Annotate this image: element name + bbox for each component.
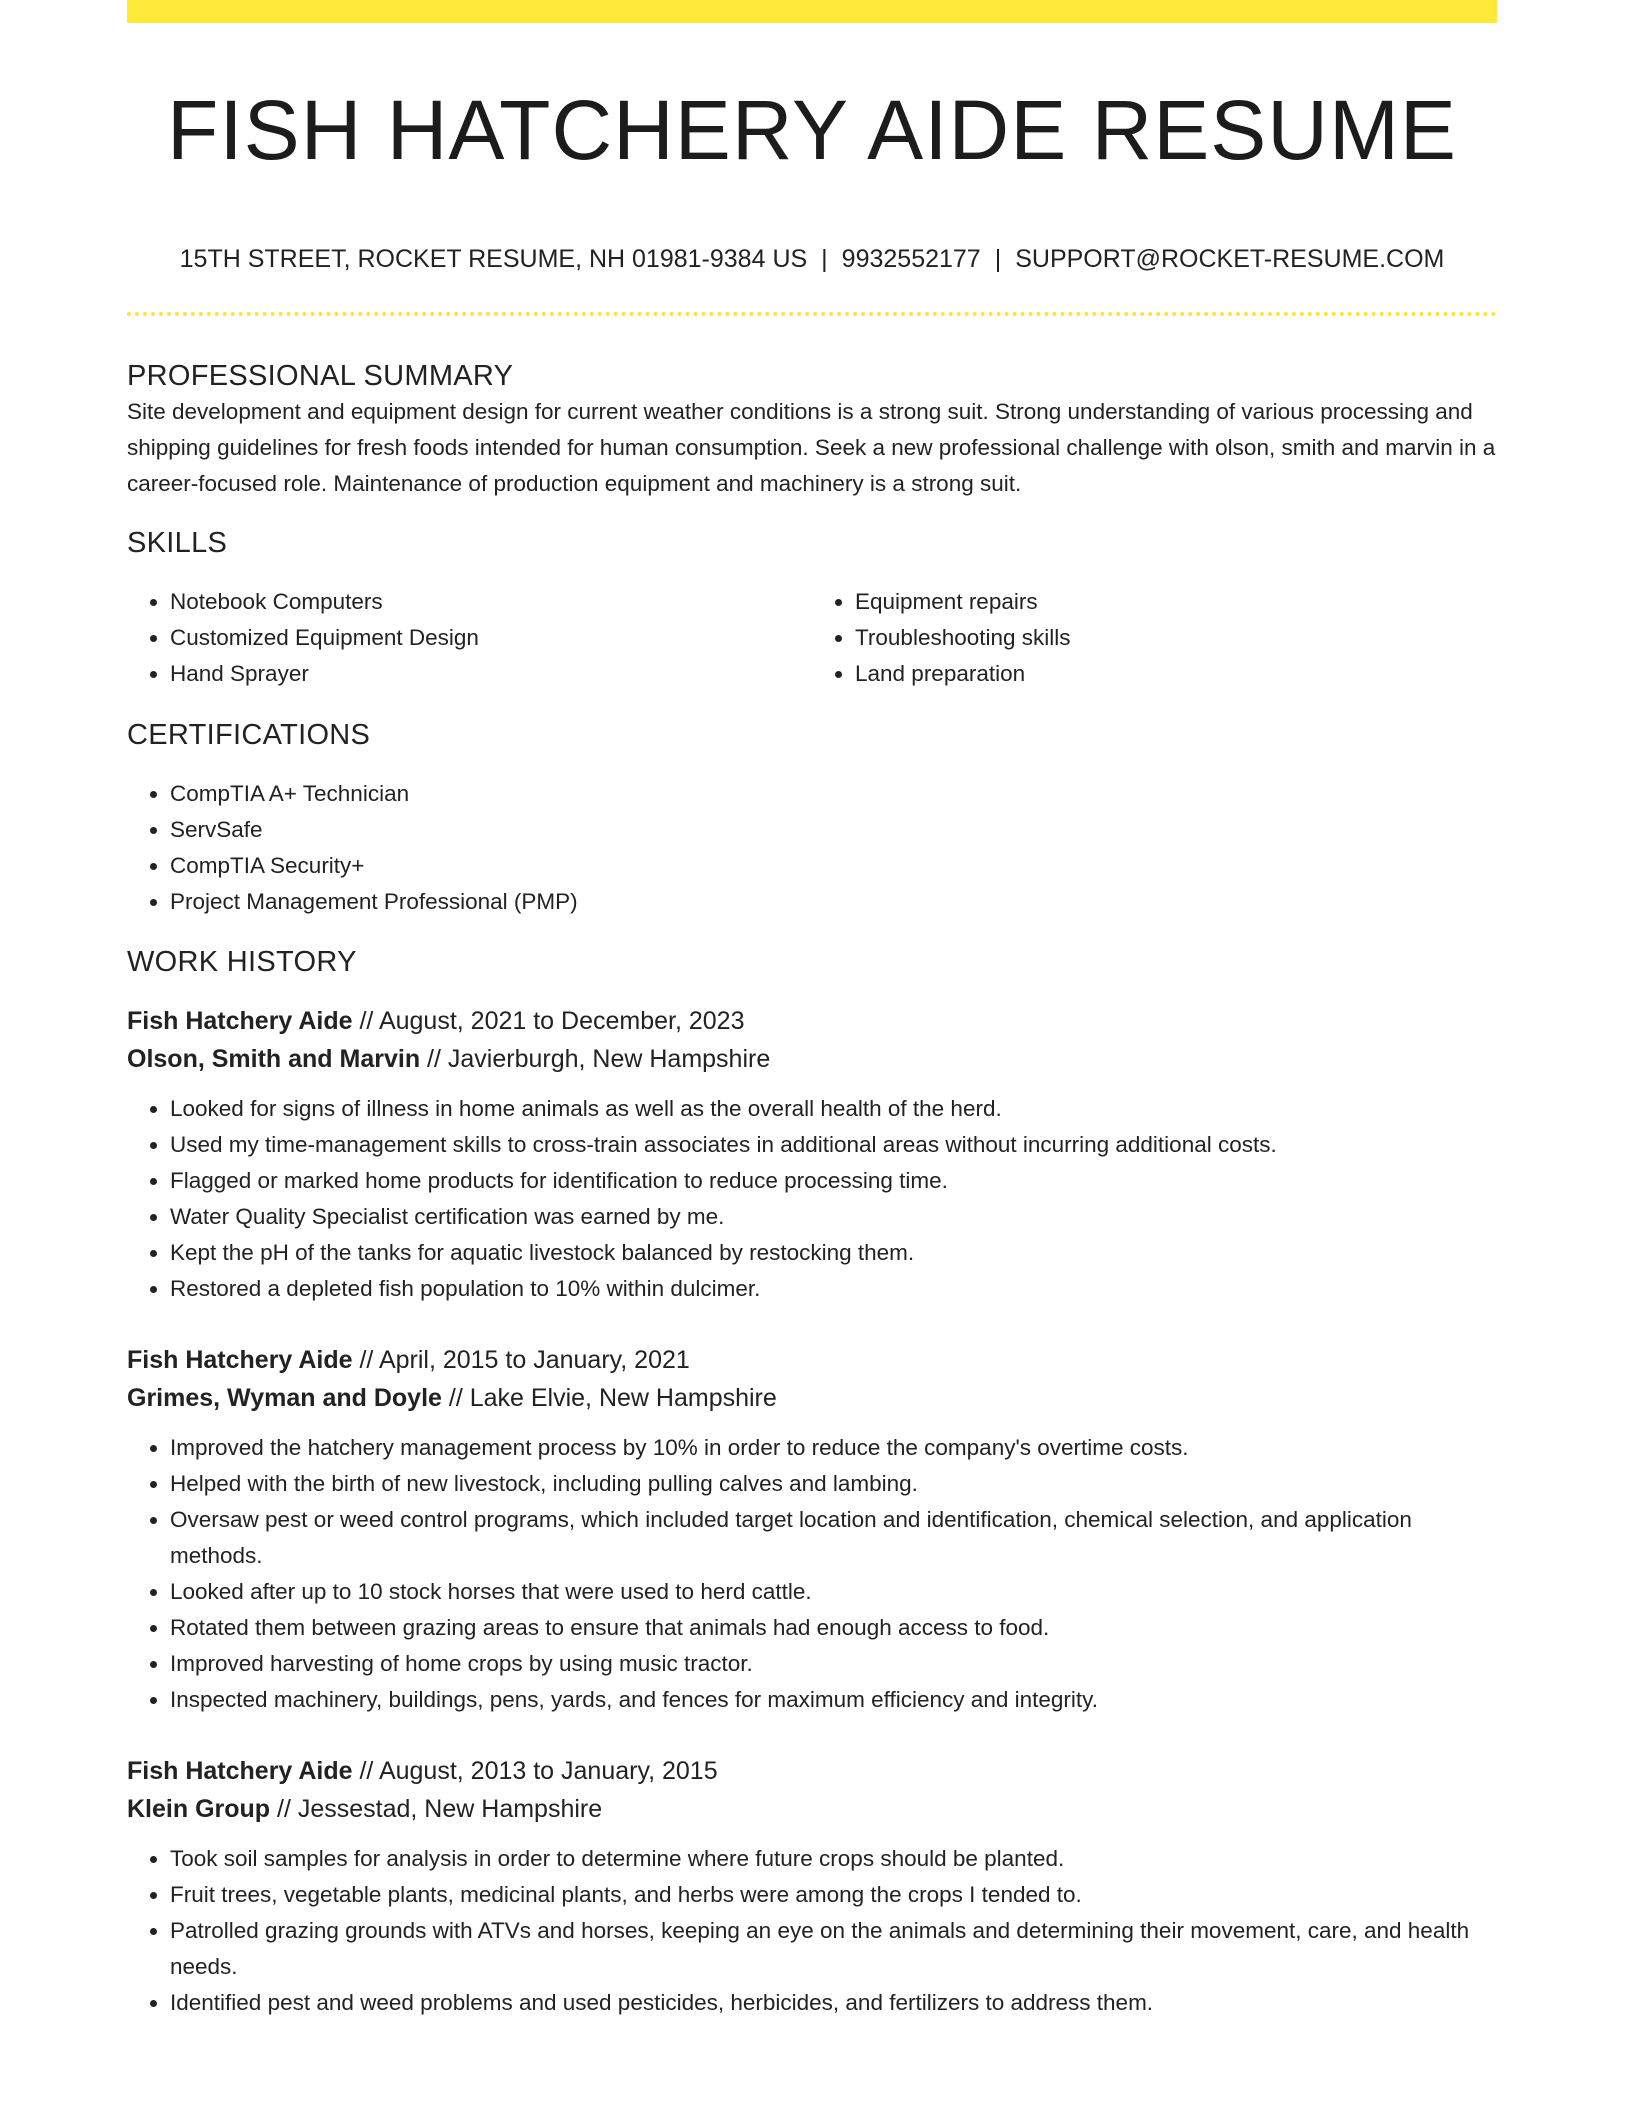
job-role-line bbox=[127, 1002, 1497, 1040]
job-dates: // August, 2013 to January, 2015 bbox=[359, 1757, 718, 1785]
job-location: // Javierburgh, New Hampshire bbox=[427, 1045, 771, 1073]
job-company: Klein Group bbox=[127, 1795, 271, 1823]
job-role-line bbox=[127, 1752, 1497, 1790]
job-bullet: • Fruit trees, vegetable plants, medicinal plants, and herbs were among the crops I tended to. bbox=[170, 1877, 1497, 1913]
skill-item: • Hand Sprayer bbox=[170, 656, 812, 692]
job-entry bbox=[127, 1341, 1497, 1718]
job-company: Olson, Smith and Marvin bbox=[127, 1045, 421, 1073]
work-history-heading: WORK HISTORY bbox=[127, 946, 357, 978]
resume-content bbox=[127, 0, 1497, 2021]
dotted-divider bbox=[127, 312, 1497, 316]
job-entry bbox=[127, 1002, 1497, 1307]
job-bullets bbox=[127, 1841, 1497, 2021]
job-role: Fish Hatchery Aide bbox=[127, 1757, 353, 1785]
job-company-line bbox=[127, 1379, 1497, 1417]
job-role: Fish Hatchery Aide bbox=[127, 1346, 353, 1374]
job-bullet: • Restored a depleted fish population to 10% within dulcimer. bbox=[170, 1271, 1497, 1307]
job-bullet: • Water Quality Specialist certification was earned by me. bbox=[170, 1199, 1497, 1235]
certifications-list bbox=[127, 776, 1497, 920]
job-bullet: • Looked for signs of illness in home animals as well as the overall health of the herd. bbox=[170, 1091, 1497, 1127]
job-bullets bbox=[127, 1091, 1497, 1307]
certification-item: • CompTIA Security+ bbox=[170, 848, 1497, 884]
job-dates: // April, 2015 to January, 2021 bbox=[359, 1346, 690, 1374]
skill-item: • Troubleshooting skills bbox=[855, 620, 1497, 656]
summary-heading: PROFESSIONAL SUMMARY bbox=[127, 360, 514, 392]
skill-item: • Notebook Computers bbox=[170, 584, 812, 620]
job-location: // Lake Elvie, New Hampshire bbox=[448, 1384, 777, 1412]
contact-email: SUPPORT@ROCKET-RESUME.COM bbox=[1015, 245, 1445, 273]
summary-text: Site development and equipment design for current weather conditions is a strong suit. Strong understanding of various processing and shipping guidelines for fresh foods intended for human consumption. Seek a new professional challenge with olson, smith and marvin in a career-focused role. Maintenance of production equipment and machinery is a strong suit. bbox=[127, 399, 1496, 496]
contact-line bbox=[127, 244, 1497, 274]
skill-item: • Equipment repairs bbox=[855, 584, 1497, 620]
job-bullet: • Inspected machinery, buildings, pens, yards, and fences for maximum efficiency and integrity. bbox=[170, 1682, 1497, 1718]
skills-column-left bbox=[127, 584, 812, 692]
skills-column-right bbox=[812, 584, 1497, 692]
certifications-heading: CERTIFICATIONS bbox=[127, 719, 371, 751]
job-bullet: • Improved the hatchery management process by 10% in order to reduce the company's overtime costs. bbox=[170, 1430, 1497, 1466]
job-entry bbox=[127, 1752, 1497, 2021]
job-role-line bbox=[127, 1341, 1497, 1379]
skills-heading: SKILLS bbox=[127, 527, 228, 559]
contact-separator: | bbox=[994, 245, 1002, 273]
resume-title: FISH HATCHERY AIDE RESUME bbox=[167, 83, 1457, 177]
job-bullet: • Identified pest and weed problems and used pesticides, herbicides, and fertilizers to address them. bbox=[170, 1985, 1497, 2021]
job-bullet: • Rotated them between grazing areas to ensure that animals had enough access to food. bbox=[170, 1610, 1497, 1646]
contact-address: 15TH STREET, ROCKET RESUME, NH 01981-9384 US bbox=[179, 245, 808, 273]
skill-item: • Customized Equipment Design bbox=[170, 620, 812, 656]
job-role: Fish Hatchery Aide bbox=[127, 1007, 353, 1035]
job-bullet: • Looked after up to 10 stock horses that were used to herd cattle. bbox=[170, 1574, 1497, 1610]
job-location: // Jessestad, New Hampshire bbox=[277, 1795, 603, 1823]
contact-phone: 9932552177 bbox=[841, 245, 981, 273]
job-bullet: • Took soil samples for analysis in order to determine where future crops should be planted. bbox=[170, 1841, 1497, 1877]
job-bullet: • Patrolled grazing grounds with ATVs and horses, keeping an eye on the animals and determining their movement, care, and health needs. bbox=[170, 1913, 1497, 1985]
job-company-line bbox=[127, 1040, 1497, 1078]
skill-item: • Land preparation bbox=[855, 656, 1497, 692]
job-bullet: • Improved harvesting of home crops by using music tractor. bbox=[170, 1646, 1497, 1682]
job-bullet: • Oversaw pest or weed control programs, which included target location and identification, chemical selection, and application methods. bbox=[170, 1502, 1497, 1574]
contact-separator: | bbox=[821, 245, 828, 273]
job-company: Grimes, Wyman and Doyle bbox=[127, 1384, 442, 1412]
skills-list bbox=[127, 584, 1497, 692]
job-company-line bbox=[127, 1790, 1497, 1828]
job-bullet: • Helped with the birth of new livestock, including pulling calves and lambing. bbox=[170, 1466, 1497, 1502]
job-dates: // August, 2021 to December, 2023 bbox=[359, 1007, 745, 1035]
job-bullet: • Kept the pH of the tanks for aquatic livestock balanced by restocking them. bbox=[170, 1235, 1497, 1271]
certification-item: • Project Management Professional (PMP) bbox=[170, 884, 1497, 920]
certification-item: • ServSafe bbox=[170, 812, 1497, 848]
certification-item: • CompTIA A+ Technician bbox=[170, 776, 1497, 812]
job-bullet: • Flagged or marked home products for identification to reduce processing time. bbox=[170, 1163, 1497, 1199]
job-bullets bbox=[127, 1430, 1497, 1718]
job-bullet: • Used my time-management skills to cross-train associates in additional areas without incurring additional costs. bbox=[170, 1127, 1497, 1163]
